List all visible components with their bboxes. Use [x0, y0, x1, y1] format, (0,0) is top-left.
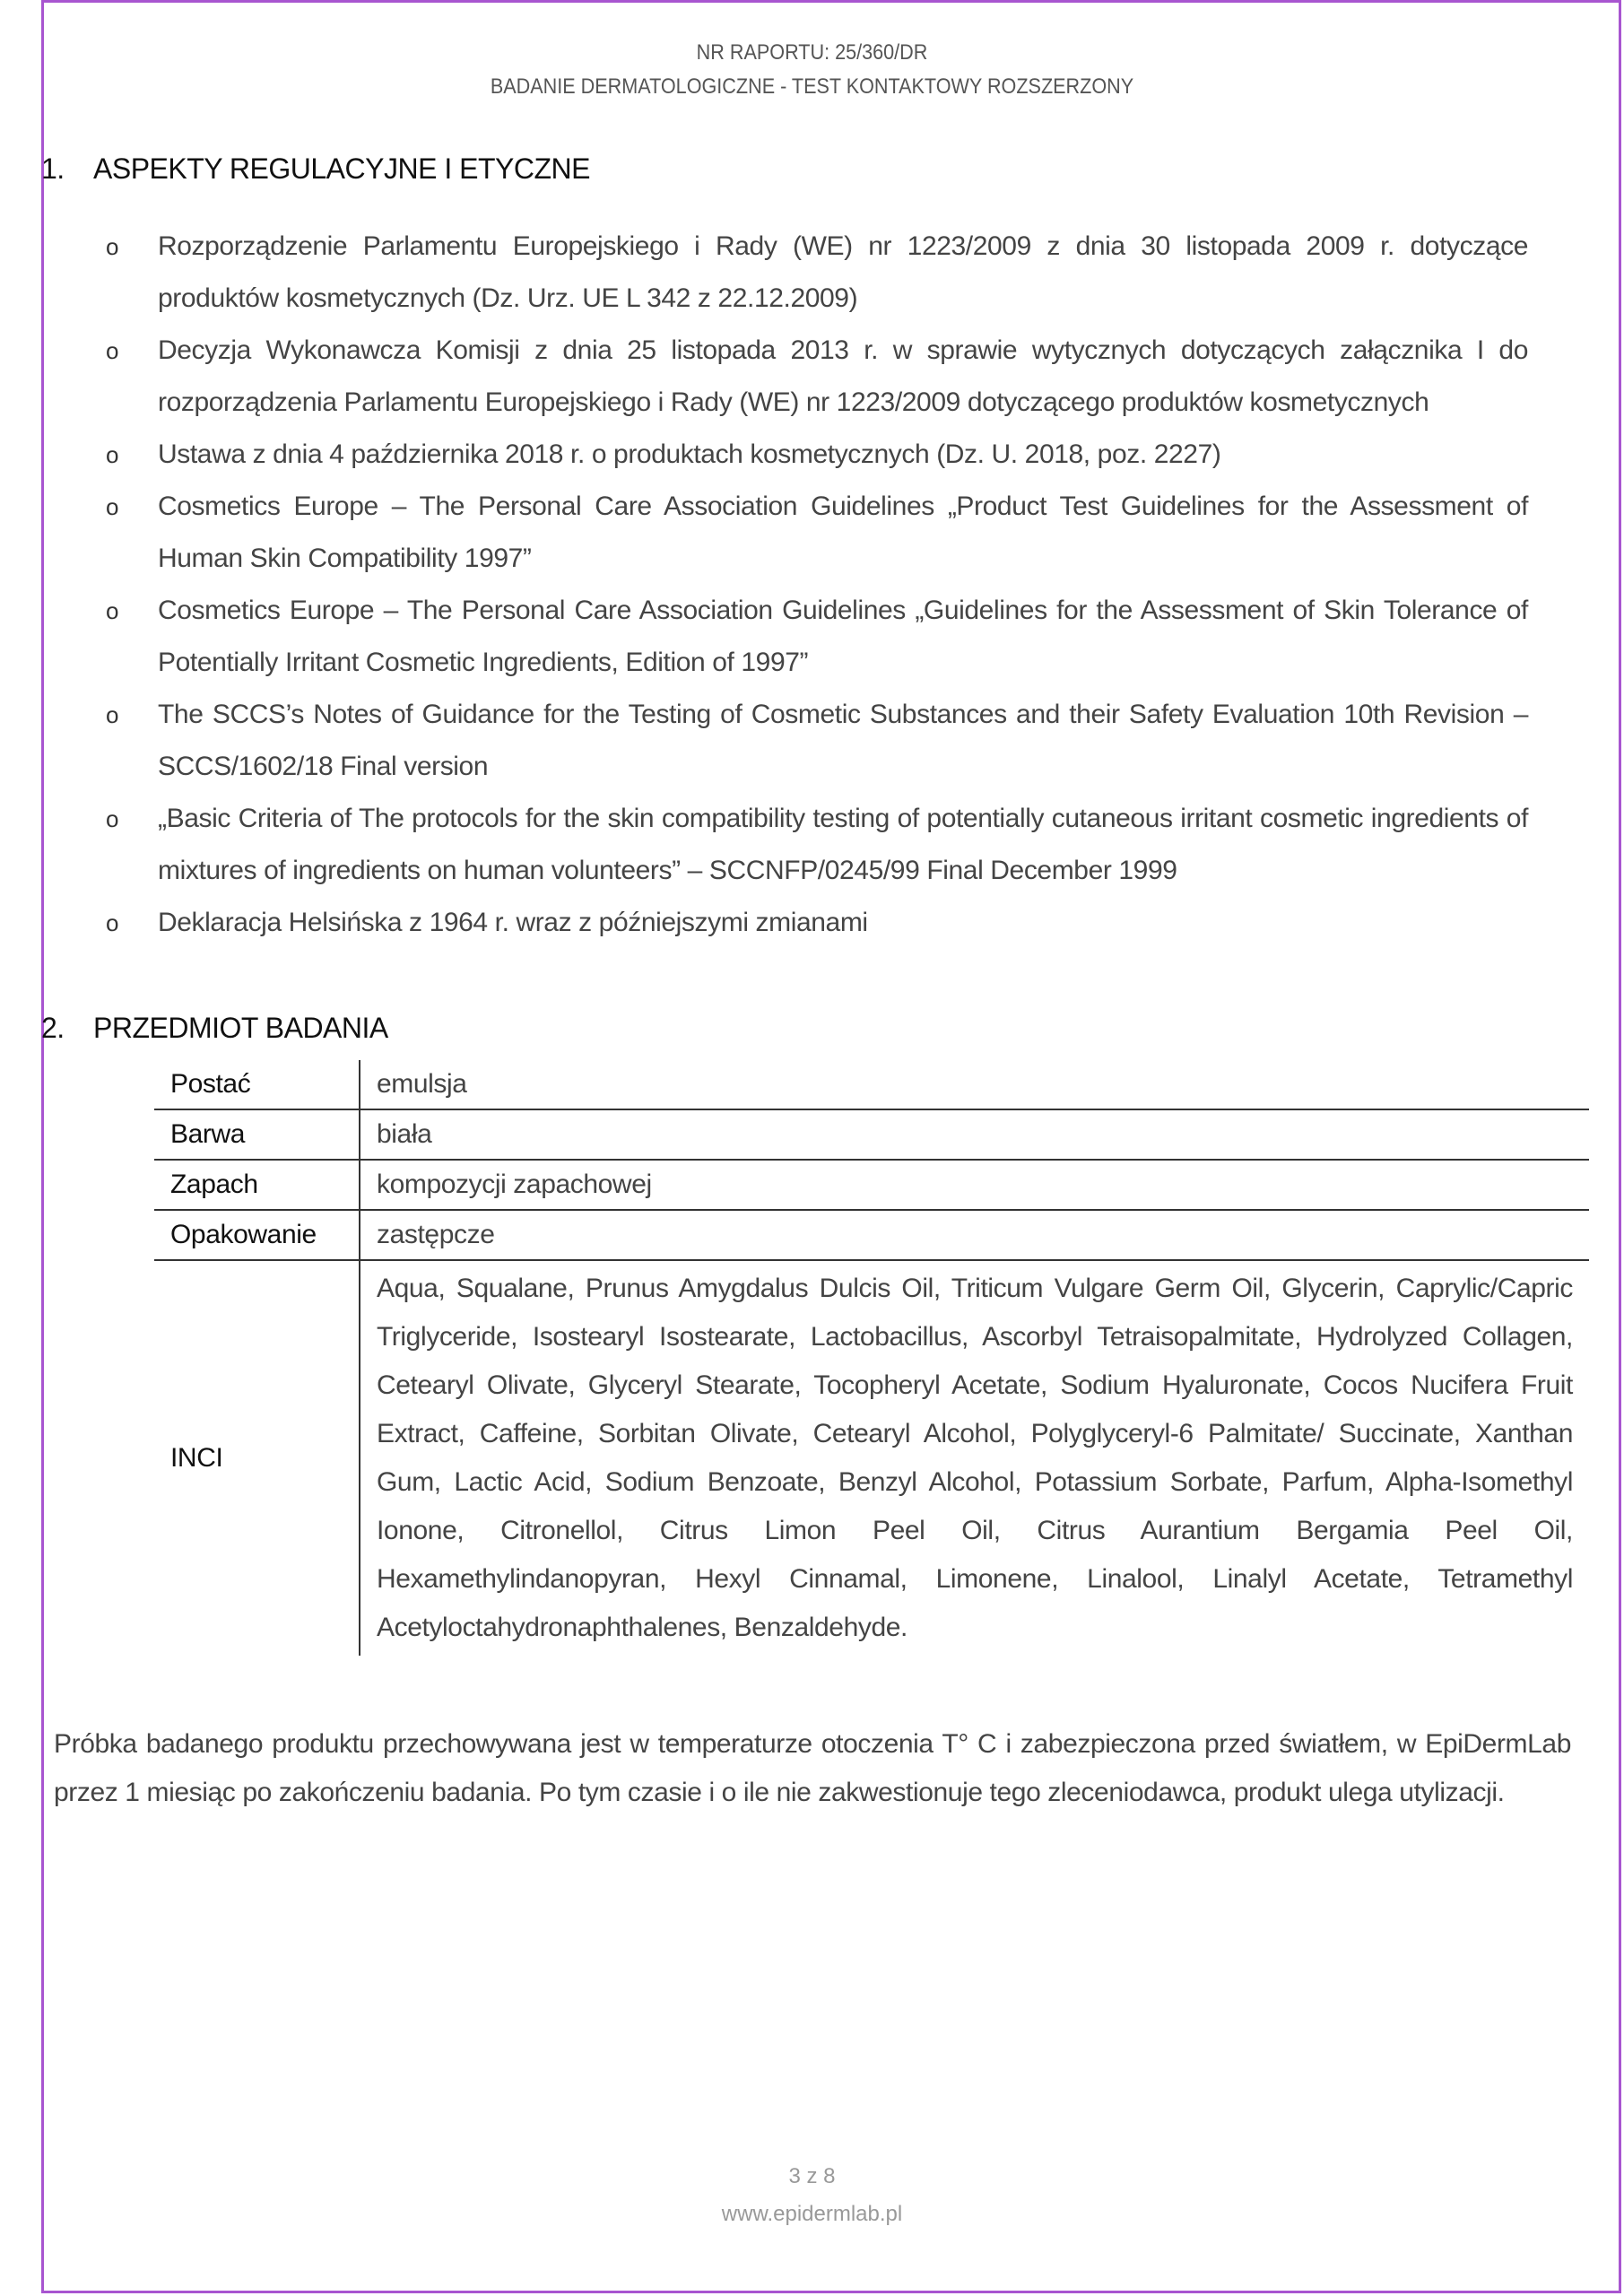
bullet-circle-icon: o [106, 701, 119, 728]
row-label: INCI [154, 1260, 360, 1656]
section-1-heading [41, 152, 590, 186]
report-number: NR RAPORTU: 25/360/DR [696, 40, 928, 65]
section-number: 1. [41, 152, 65, 185]
list-item: o Cosmetics Europe – The Personal Care Association Guidelines „Product Test Guidelines for the Assessment of Human Skin Compatibility 1997” [100, 481, 1528, 585]
row-label: Zapach [154, 1160, 360, 1210]
table-row [154, 1109, 1589, 1160]
table-row [154, 1260, 1589, 1656]
bullet-circle-icon: o [106, 233, 119, 260]
section-title: PRZEDMIOT BADANIA [93, 1012, 388, 1044]
bullet-circle-icon: o [106, 597, 119, 624]
row-value: zastępcze [360, 1210, 1589, 1260]
page-header [82, 36, 1543, 104]
storage-note: Próbka badanego produktu przechowywana jest w temperaturze otoczenia T° C i zabezpieczona przed światłem, w EpiDermLab przez 1 miesiąc po zakończeniu badania. Po tym czasie i o ile nie zakwestionuje tego zleceniodawca, produkt ulega utylizacji. [54, 1729, 1571, 1807]
inci-ingredients: Aqua, Squalane, Prunus Amygdalus Dulcis Oil, Triticum Vulgare Germ Oil, Glycerin, Caprylic/Capric Triglyceride, Isostearyl Isostearate, Lactobacillus, Ascorbyl Tetraisopalmitate, Hydrolyzed Collagen, Cetearyl Olivate, Glyceryl Stearate, Tocopheryl Acetate, Sodium Hyaluronate, Cocos Nucifera Fruit Extract, Caffeine, Sorbitan Olivate, Cetearyl Alcohol, Polyglyceryl-6 Palmitate/ Succinate, Xanthan Gum, Lactic Acid, Sodium Benzoate, Benzyl Alcohol, Potassium Sorbate, Parfum, Alpha-Isomethyl Ionone, Citronellol, Citrus Limon Peel Oil, Citrus Aurantium Bergamia Peel Oil, Hexamethylindanopyran, Hexyl Cinnamal, Limonene, Linalool, Linalyl Acetate, Tetramethyl Acetyloctahydronaphthalenes, Benzaldehyde. [377, 1274, 1573, 1642]
row-label: Opakowanie [154, 1210, 360, 1260]
row-value: emulsja [360, 1060, 1589, 1109]
section-number: 2. [41, 1012, 65, 1044]
list-item: o Decyzja Wykonawcza Komisji z dnia 25 listopada 2013 r. w sprawie wytycznych dotyczących załącznika I do rozporządzenia Parlamentu Europejskiego i Rady (WE) nr 1223/2009 dotyczącego produktów kosmetycznych [100, 325, 1528, 429]
bullet-circle-icon: o [106, 909, 119, 936]
list-item: o Cosmetics Europe – The Personal Care Association Guidelines „Guidelines for the Assessment of Skin Tolerance of Potentially Irritant Cosmetic Ingredients, Edition of 1997” [100, 585, 1528, 689]
report-title: BADANIE DERMATOLOGICZNE - TEST KONTAKTOWY ROZSZERZONY [490, 74, 1134, 99]
bullet-circle-icon: o [106, 441, 119, 468]
row-value: biała [360, 1109, 1589, 1160]
table-row [154, 1060, 1589, 1109]
row-label: Postać [154, 1060, 360, 1109]
list-item: o Deklaracja Helsińska z 1964 r. wraz z późniejszymi zmianami [100, 897, 1528, 949]
table-row [154, 1160, 1589, 1210]
list-item: o Rozporządzenie Parlamentu Europejskiego i Rady (WE) nr 1223/2009 z dnia 30 listopada 2009 r. dotyczące produktów kosmetycznych (Dz. Urz. UE L 342 z 22.12.2009) [100, 221, 1528, 325]
section-title: ASPEKTY REGULACYJNE I ETYCZNE [93, 152, 590, 185]
list-item: o „Basic Criteria of The protocols for the skin compatibility testing of potentially cutaneous irritant cosmetic ingredients of mixtures of ingredients on human volunteers” – SCCNFP/0245/99 Final December 1999 [100, 793, 1528, 897]
website-link[interactable]: www.epidermlab.pl [721, 2202, 903, 2226]
list-item: o The SCCS’s Notes of Guidance for the Testing of Cosmetic Substances and their Safety Evaluation 10th Revision – SCCS/1602/18 Final version [100, 689, 1528, 793]
list-item: o Ustawa z dnia 4 października 2018 r. o produktach kosmetycznych (Dz. U. 2018, poz. 2227) [100, 429, 1528, 481]
page-footer [0, 2158, 1624, 2233]
row-value: kompozycji zapachowej [360, 1160, 1589, 1210]
page-number: 3 z 8 [788, 2164, 836, 2188]
regulations-list [100, 221, 1528, 949]
product-spec-table [154, 1060, 1589, 1656]
table-row [154, 1210, 1589, 1260]
section-2-heading [41, 1012, 388, 1045]
bullet-circle-icon: o [106, 493, 119, 520]
row-label: Barwa [154, 1109, 360, 1160]
bullet-circle-icon: o [106, 337, 119, 364]
bullet-circle-icon: o [106, 805, 119, 832]
